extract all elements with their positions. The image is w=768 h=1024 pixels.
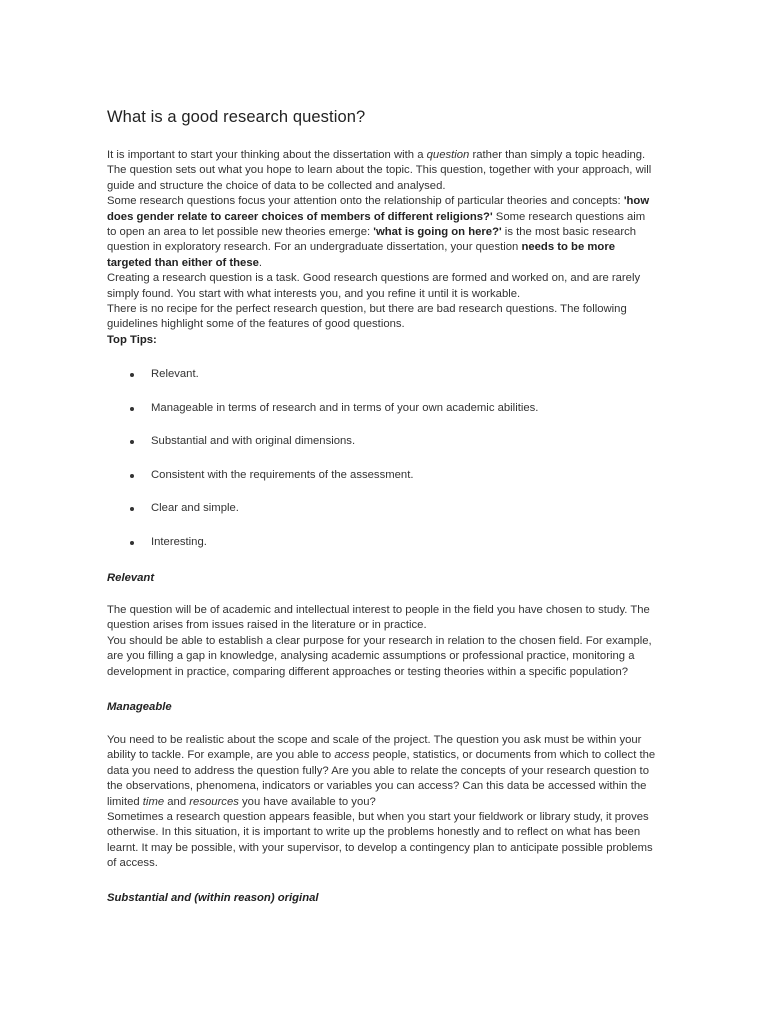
tip-text: Relevant.	[151, 368, 199, 380]
relevant-paragraph-1: The question will be of academic and intellectual interest to people in the field you have chosen to study. The question arises from issues raised in the literature or in practice.	[107, 604, 650, 632]
bullet-icon	[130, 373, 134, 377]
intro-p2-bold-question-1: 'how does gender relate to career choices of members of different religions?'	[107, 195, 650, 223]
manageable-p1-text: You need to be realistic about the scope and scale of the project. The question you ask must be within your ability to tackle. For example, are you able to	[107, 734, 642, 762]
tip-text: Substantial and with original dimensions.	[151, 435, 356, 448]
bullet-icon	[130, 407, 134, 411]
intro-p2-period: .	[258, 256, 263, 269]
intro-paragraph-4: There is no recipe for the perfect research question, but there are bad research questions. The following guidelines highlight some of the features of good questions.	[107, 303, 627, 331]
tip-item	[107, 535, 657, 569]
tip-item	[107, 501, 657, 535]
page-title: What is a good research question?	[107, 108, 366, 126]
manageable-p1-and: and	[164, 795, 190, 808]
tip-item	[107, 468, 657, 502]
intro-paragraph-1	[107, 148, 657, 194]
bullet-icon	[130, 541, 134, 545]
manageable-paragraph-2: Sometimes a research question appears feasible, but when you start your fieldwork or library study, it proves otherwise. In this situation, it is important to write up the problems honestly and to reflect on what has been learnt. It may be possible, with your supervisor, to develop a contingency plan to anticipate possible problems of access.	[107, 811, 653, 870]
tip-item	[107, 367, 657, 401]
intro-p2-text-cont-2: is the most basic research question in exploratory research. For an undergraduate dissertation, your question	[107, 226, 637, 254]
relevant-heading: Relevant	[107, 572, 155, 584]
manageable-heading: Manageable	[107, 701, 172, 713]
intro-p2-text-cont: Some research questions aim to open an area to let possible new theories emerge:	[107, 210, 646, 239]
manageable-emphasis-resources: resources	[189, 795, 239, 808]
relevant-paragraph-2: You should be able to establish a clear purpose for your research in relation to the chosen field. For example, are you filling a gap in knowledge, analysing academic assumptions or professional practice, monitoring a development in practice, comparing different approaches or testing theories within a specific population?	[107, 634, 652, 678]
manageable-paragraph-1	[107, 733, 657, 810]
intro-p1-text: It is important to start your thinking about the dissertation with a	[107, 149, 427, 161]
intro-p2-bold-question-2: 'what is going on here?'	[373, 226, 502, 239]
tip-item	[107, 434, 657, 468]
manageable-emphasis-access: access	[334, 749, 370, 762]
intro-p2-bold-statement: needs to be more targeted than either of these	[107, 241, 616, 269]
intro-paragraph-2	[107, 194, 657, 271]
top-tips-list	[107, 367, 657, 569]
intro-p1-text-cont: rather than simply a topic heading. The question sets out what you hope to learn about the topic. This question, together with your approach, will guide and structure the choice of data to be collected and analysed.	[107, 149, 652, 192]
tip-text: Consistent with the requirements of the assessment.	[151, 468, 414, 481]
bullet-icon	[130, 440, 134, 444]
manageable-emphasis-time: time	[142, 795, 165, 808]
substantial-heading: Substantial and (within reason) original	[107, 892, 319, 904]
top-tips-label: Top Tips:	[107, 333, 157, 346]
relevant-section	[107, 603, 657, 680]
manageable-p1-text-end: you have available to you?	[238, 795, 376, 808]
intro-section	[107, 148, 657, 348]
tip-text: Manageable in terms of research and in terms of your own academic abilities.	[151, 401, 539, 414]
tip-item	[107, 401, 657, 435]
intro-p2-text: Some research questions focus your attention onto the relationship of particular theories and concepts:	[107, 195, 624, 208]
tip-text: Clear and simple.	[151, 502, 239, 515]
bullet-icon	[130, 507, 134, 511]
tip-text: Interesting.	[151, 535, 207, 548]
intro-p1-emphasis: question	[426, 149, 470, 161]
intro-paragraph-3: Creating a research question is a task. Good research questions are formed and worked on, and are rarely simply found. You start with what interests you, and you refine it until it is workable.	[107, 272, 641, 300]
manageable-section	[107, 733, 657, 872]
manageable-p1-text-cont: people, statistics, or documents from which to collect the data you need to address the question fully? Are you able to relate the concepts of your research question to the observations, phenomena, indicators or variables you can access? Can this data be accessed within the limited	[107, 749, 656, 808]
bullet-icon	[130, 474, 134, 478]
